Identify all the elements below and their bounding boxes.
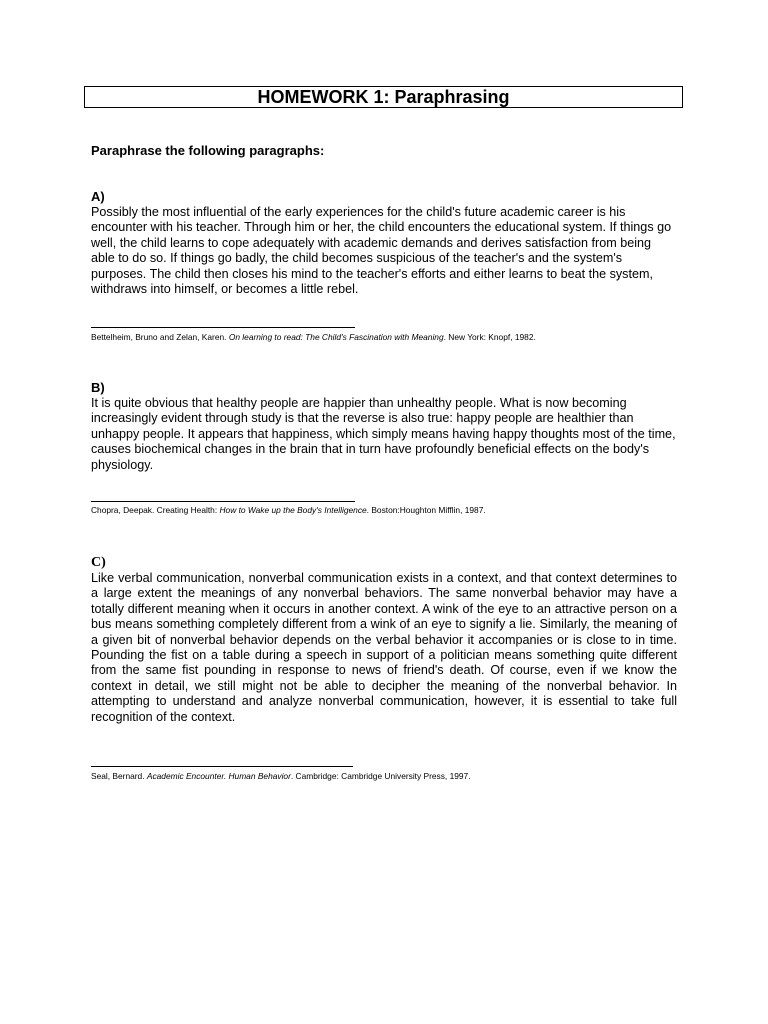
section-c-rule bbox=[91, 766, 353, 767]
section-b-citation-publisher: . Boston:Houghton Mifflin, 1987. bbox=[366, 505, 486, 515]
section-a-citation bbox=[91, 332, 536, 343]
section-b-paragraph: It is quite obvious that healthy people are happier than unhealthy people. What is now becoming increasingly evident through study is that the reverse is also true: happy people are healthier than unhappy people. It appears that happiness, which simply means having happy thoughts most of the time, causes biochemical changes in the brain that in turn have profoundly beneficial effects on the body's physiology. bbox=[91, 396, 676, 472]
section-a-citation-title: On learning to read: The Child's Fascination with Meaning bbox=[228, 332, 444, 342]
section-b-citation-authors: Chopra, Deepak. Creating Health: bbox=[91, 505, 220, 515]
section-b-citation-title: How to Wake up the Body's Intelligence bbox=[219, 505, 367, 515]
section-a-rule bbox=[91, 327, 355, 328]
section-a-paragraph: Possibly the most influential of the early experiences for the child's future academic career is his encounter with his teacher. Through him or her, the child encounters the educational system. If things go well, the child learns to cope adequately with academic demands and derives satisfaction from being able to do so. If things go badly, the child becomes suspicious of the teacher's and the system's purposes. The child then closes his mind to the teacher's efforts and either learns to beat the system, withdraws into himself, or becomes a little rebel. bbox=[91, 205, 672, 297]
section-c-paragraph: Like verbal communication, nonverbal communication exists in a context, and that context determines to a large extent the meanings of any nonverbal behaviors. The same nonverbal behavior may have a totally different meaning when it occurs in another context. A wink of the eye to an attractive person on a bus means something completely different from a wink of an eye to signify a lie. Similarly, the meaning of a given bit of nonverbal behavior depends on the verbal behavior it accompanies or is close to in time. Pounding the fist on a table during a speech in support of a politician means something quite different from the same fist pounding in response to news of friend's death. Of course, even if we know the context in detail, we still might not be able to decipher the meaning of the nonverbal behavior. In attempting to understand and analyze nonverbal communication, however, it is essential to take full recognition of the context. bbox=[91, 571, 677, 724]
section-c bbox=[91, 555, 677, 725]
document-title bbox=[84, 86, 683, 108]
section-b bbox=[91, 380, 677, 473]
section-c-citation bbox=[91, 771, 471, 782]
section-a-citation-publisher: . New York: Knopf, 1982. bbox=[443, 332, 536, 342]
section-a bbox=[91, 189, 677, 297]
section-a-citation-authors: Bettelheim, Bruno and Zelan, Karen. bbox=[91, 332, 229, 342]
instruction-text: Paraphrase the following paragraphs: bbox=[91, 143, 325, 158]
section-b-label: B) bbox=[91, 380, 105, 395]
section-c-label: C) bbox=[91, 555, 106, 570]
section-c-citation-title: Academic Encounter. Human Behavior bbox=[146, 771, 291, 781]
section-b-rule bbox=[91, 501, 355, 502]
document-title-text: HOMEWORK 1: Paraphrasing bbox=[257, 87, 510, 107]
section-a-label: A) bbox=[91, 189, 105, 204]
section-c-citation-authors: Seal, Bernard. bbox=[91, 771, 147, 781]
section-b-citation bbox=[91, 505, 486, 516]
section-c-citation-publisher: . Cambridge: Cambridge University Press, 1997. bbox=[290, 771, 471, 781]
